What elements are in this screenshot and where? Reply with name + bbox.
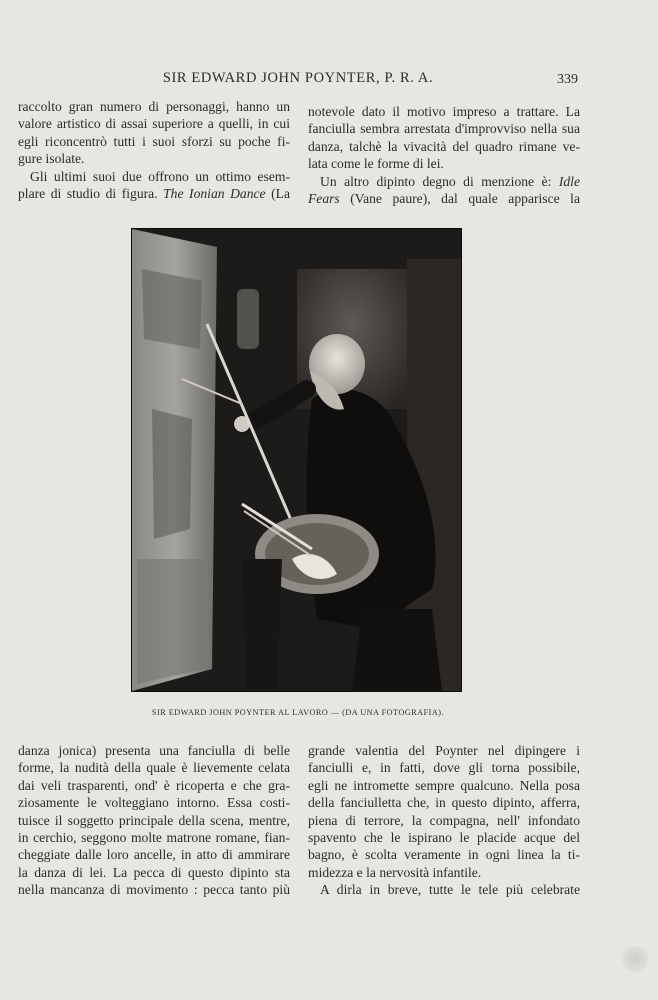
canvas-figure bbox=[137, 559, 207, 684]
text-line: grande valentia del Poynter nel dipingere i bbox=[308, 743, 580, 758]
text-line: egli riconcentrò tutti i suoi sforzi su poche fi- bbox=[18, 133, 290, 149]
text-line: notevole dato il motivo impreso a trattare. La bbox=[308, 104, 580, 119]
text-line: egli ne intromette sempre qualcuno. Nella posa bbox=[308, 777, 580, 793]
text-line: cheggiate dalle loro ancelle, in atto di ammirare bbox=[18, 847, 290, 863]
text-line: fanciulla sembra arrestata d'improvviso nella sua bbox=[308, 121, 580, 137]
artwork-title: Fears bbox=[308, 190, 340, 206]
chair bbox=[352, 609, 442, 691]
text-line: dai veli trasparenti, ond' è ricoperta e che gra- bbox=[18, 777, 290, 793]
text-fragment: Un altro dipinto degno di menzione è: bbox=[320, 173, 552, 189]
text-line bbox=[308, 173, 580, 190]
text-line: spavento che le ispirano le placide acque del bbox=[308, 829, 580, 845]
running-title: SIR EDWARD JOHN POYNTER, P. R. A. bbox=[162, 70, 434, 86]
stool bbox=[242, 559, 282, 689]
artwork-title: Idle bbox=[558, 173, 580, 189]
canvas-figure bbox=[142, 269, 202, 349]
text-column-top-left bbox=[18, 98, 290, 202]
text-line: lata come le forme di lei. bbox=[308, 156, 444, 172]
text-line: piena di terrore, la compagna, nell' infondato bbox=[308, 812, 580, 828]
text-fragment: (Vane paure), dal quale apparisce la bbox=[350, 190, 580, 206]
text-line: midezza e la nervosità infantile. bbox=[308, 864, 482, 880]
text-line: tuisce il soggetto principale della scena, mentre, bbox=[18, 812, 290, 828]
text-line: ziosamente le volteggiano intorno. Essa costi- bbox=[18, 795, 290, 811]
text-line: bagno, è scolta veramente in ogni linea la ti- bbox=[308, 847, 580, 863]
text-line: gure isolate. bbox=[18, 151, 85, 167]
text-fragment: (La bbox=[271, 185, 290, 201]
photograph-poynter-painting bbox=[131, 228, 462, 692]
text-column-bottom-right bbox=[308, 742, 580, 899]
text-line bbox=[308, 190, 580, 207]
text-line: danza jonica) presenta una fanciulla di belle bbox=[18, 743, 290, 758]
text-line: A dirla in breve, tutte le tele più celebrate bbox=[320, 882, 580, 898]
text-column-bottom-left bbox=[18, 742, 290, 899]
page-number: 339 bbox=[557, 72, 578, 87]
text-line: forme, la nudità della quale è lievemente celata bbox=[18, 760, 290, 776]
text-line: danza, talchè la vivacità del quadro rimane ve- bbox=[308, 138, 580, 154]
text-line bbox=[18, 185, 290, 202]
text-line: valore artistico di assai superiore a quelli, in cui bbox=[18, 116, 290, 132]
text-line: in cerchio, seggono molte matrone romane, fian- bbox=[18, 829, 290, 845]
text-line: della fanciulletta che, in questo dipinto, afferra, bbox=[308, 795, 580, 811]
text-line: nella mancanza di movimento : pecca tanto più bbox=[18, 882, 290, 898]
text-column-top-right bbox=[308, 103, 580, 207]
text-line: fanciulli e, in fatti, dove gli torna possibile, bbox=[308, 760, 580, 776]
canvas-figure bbox=[152, 409, 192, 539]
paper-stain bbox=[622, 946, 648, 972]
text-fragment: plare di studio di figura. bbox=[18, 185, 158, 201]
text-line: la danza di lei. La pecca di questo dipinto sta bbox=[18, 864, 290, 880]
text-line: raccolto gran numero di personaggi, hanno un bbox=[18, 99, 290, 114]
text-line: Gli ultimi suoi due offrono un ottimo esem- bbox=[30, 168, 290, 184]
photograph-illustration bbox=[132, 229, 461, 691]
figure-caption: SIR EDWARD JOHN POYNTER AL LAVORO — (DA UNA FOTOGRAFIA). bbox=[151, 708, 445, 717]
artwork-title: The Ionian Dance bbox=[163, 185, 266, 201]
hanging-cloth bbox=[237, 289, 259, 349]
